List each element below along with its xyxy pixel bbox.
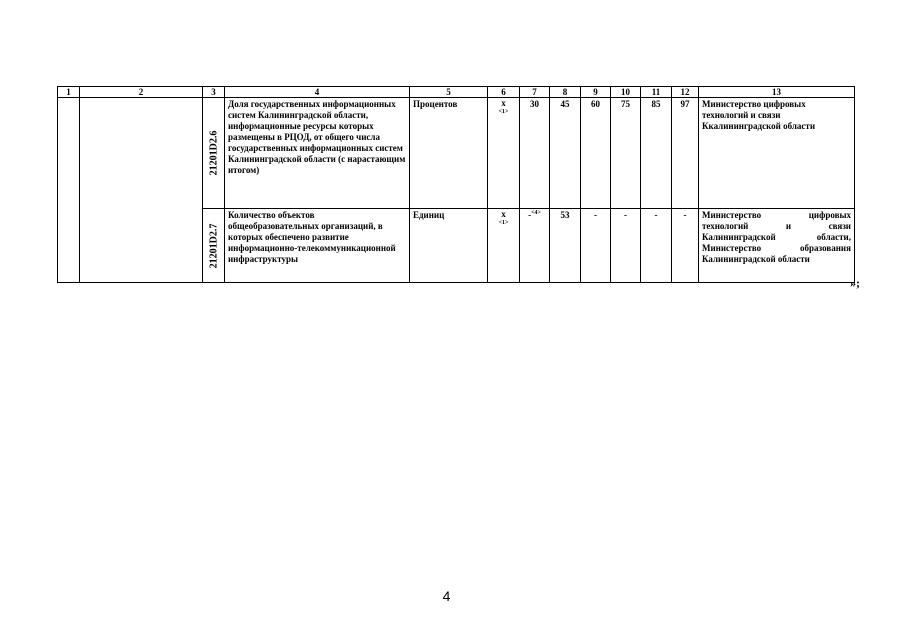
header-cell: 9: [581, 87, 611, 98]
indicator-code-cell: [203, 209, 225, 283]
base-mark: x: [501, 98, 506, 108]
footnote-ref: <4>: [531, 210, 541, 216]
footnote-ref: <1>: [498, 109, 509, 115]
header-cell: 3: [203, 87, 225, 98]
header-cell: 2: [80, 87, 203, 98]
value-col9: 60: [581, 98, 611, 209]
header-cell: 5: [410, 87, 488, 98]
header-cell: 6: [488, 87, 520, 98]
value-col7: [520, 98, 550, 209]
value-col10: -: [611, 209, 641, 283]
header-cell: 8: [550, 87, 581, 98]
header-cell: 4: [225, 87, 410, 98]
value-col11: -: [641, 209, 672, 283]
indicator-code-cell: [203, 98, 225, 209]
value-col8: 53: [550, 209, 581, 283]
indicator-code: 21201D2.7: [208, 223, 219, 268]
value-col12: -: [672, 209, 699, 283]
responsible-body: Министерство цифровых технологий и связи Калининградской области, Министерство образования Калининградской области: [699, 209, 855, 283]
table-row: [58, 98, 855, 209]
header-cell: 1: [58, 87, 80, 98]
value-col7: [520, 209, 550, 283]
indicator-code: 21201D2.6: [208, 130, 219, 176]
header-cell: 11: [641, 87, 672, 98]
footnote-ref: <1>: [498, 220, 509, 226]
header-cell: 12: [672, 87, 699, 98]
value-col9: -: [581, 209, 611, 283]
table-cell-col1: [58, 98, 80, 283]
responsible-body: Министерство цифровых технологий и связи Ккалининградской области: [699, 98, 855, 209]
base-mark: x: [501, 209, 506, 219]
header-cell: 13: [699, 87, 855, 98]
indicator-name: Количество объектов общеобразовательных организаций, в которых обеспечено развитие информационно-телекоммуникационной инфраструктуры: [225, 209, 410, 283]
unit-cell: Процентов: [410, 98, 488, 209]
table-cell-col2: [80, 98, 203, 283]
page-number: 4: [442, 588, 451, 604]
table-header-row: [58, 87, 855, 98]
base-value-cell: [488, 209, 520, 283]
indicator-name: Доля государственных информационных систем Калининградской области, информационные ресурсы которых размещены в РЦОД, от общего числа государственных информационных систем Калининградской области (с нарастающим итогом): [225, 98, 410, 209]
value-text: -: [528, 210, 532, 220]
value-col11: 85: [641, 98, 672, 209]
indicators-table: [57, 86, 855, 283]
closing-quote-mark: »;: [850, 276, 860, 290]
header-cell: 10: [611, 87, 641, 98]
value-text: 30: [530, 99, 539, 109]
base-value-cell: [488, 98, 520, 209]
value-col8: 45: [550, 98, 581, 209]
unit-cell: Единиц: [410, 209, 488, 283]
value-col10: 75: [611, 98, 641, 209]
value-col12: 97: [672, 98, 699, 209]
header-cell: 7: [520, 87, 550, 98]
